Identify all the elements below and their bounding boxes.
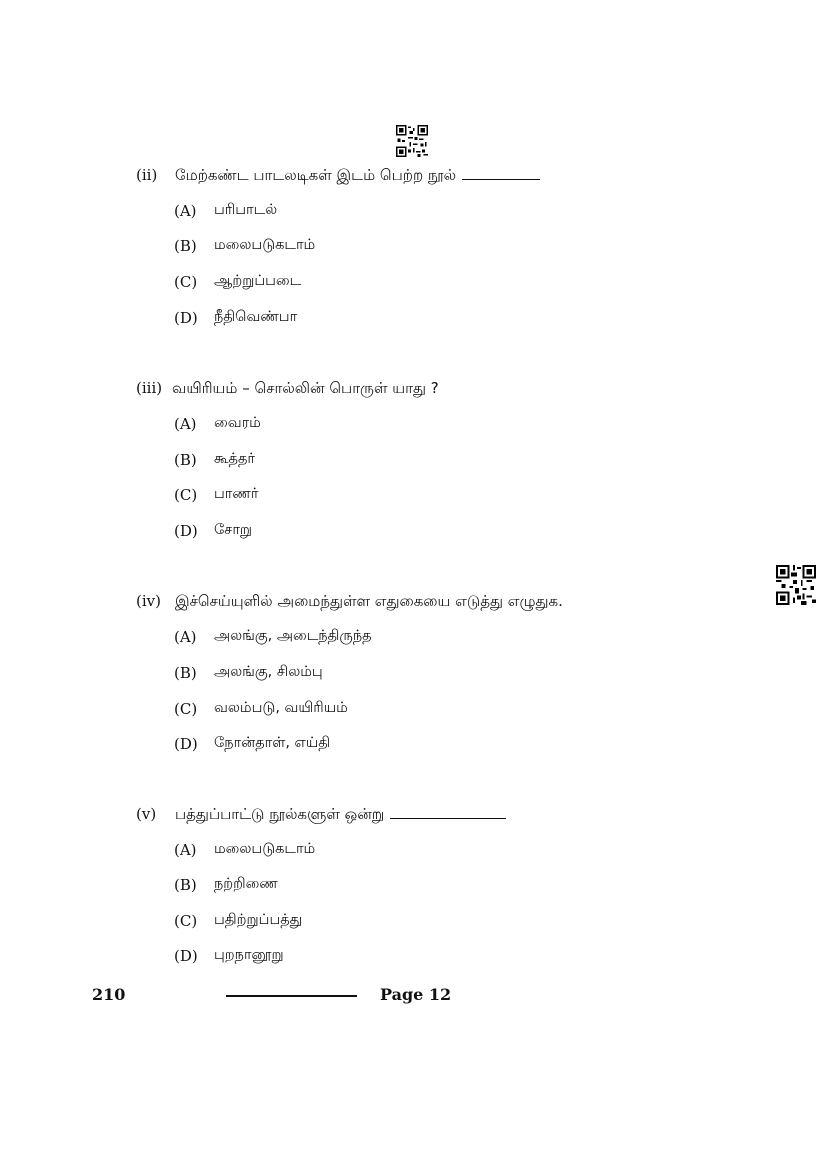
- paper-code: 210: [92, 985, 126, 1004]
- question-text: வயிரியம் – சொல்லின் பொருள் யாது ?: [172, 379, 439, 397]
- qr-code-icon: [396, 125, 428, 157]
- option-text: நற்றிணை: [214, 876, 278, 892]
- option-c[interactable]: [0, 912, 827, 934]
- question-number: (iii): [136, 379, 163, 397]
- option-text: மலைபடுகடாம்: [214, 841, 316, 857]
- option-a[interactable]: [0, 628, 827, 650]
- question-number: (ii): [136, 166, 158, 184]
- option-c[interactable]: [0, 273, 827, 295]
- option-a[interactable]: [0, 841, 827, 863]
- option-text: ஆற்றுப்படை: [214, 273, 302, 289]
- option-d[interactable]: [0, 309, 827, 331]
- option-d[interactable]: [0, 947, 827, 969]
- option-label: (D): [174, 309, 198, 327]
- option-c[interactable]: [0, 486, 827, 508]
- question-text: [175, 805, 506, 825]
- option-b[interactable]: [0, 237, 827, 259]
- option-text: சோறு: [214, 522, 253, 538]
- qr-code-icon: [776, 565, 816, 605]
- option-text: வைரம்: [214, 415, 261, 431]
- option-c[interactable]: [0, 700, 827, 722]
- option-label: (B): [174, 237, 197, 255]
- option-text: அலங்கு, அடைந்திருந்த: [214, 628, 372, 644]
- option-text: பாணர்: [214, 486, 259, 502]
- option-b[interactable]: [0, 451, 827, 473]
- option-text: புறநானூறு: [214, 947, 284, 963]
- answer-blank: [462, 167, 540, 180]
- question-text-content: பத்துப்பாட்டு நூல்களுள் ஒன்று: [175, 805, 385, 823]
- option-text: பதிற்றுப்பத்து: [214, 912, 303, 928]
- option-text: மலைபடுகடாம்: [214, 237, 316, 253]
- option-text: பரிபாடல்: [214, 202, 278, 218]
- question-text: இச்செய்யுளில் அமைந்துள்ள எதுகையை எடுத்து எழுதுக.: [175, 592, 563, 610]
- option-a[interactable]: [0, 415, 827, 437]
- option-text: வலம்படு, வயிரியம்: [214, 700, 348, 716]
- option-label: (B): [174, 876, 197, 894]
- option-label: (A): [174, 415, 197, 433]
- option-label: (C): [174, 912, 198, 930]
- option-label: (D): [174, 947, 198, 965]
- question-number: (iv): [136, 592, 161, 610]
- answer-blank: [390, 806, 506, 819]
- option-b[interactable]: [0, 876, 827, 898]
- option-text: கூத்தர்: [214, 451, 256, 467]
- option-label: (D): [174, 735, 198, 753]
- question-text: [175, 166, 540, 186]
- option-label: (B): [174, 664, 197, 682]
- option-label: (D): [174, 522, 198, 540]
- option-label: (A): [174, 628, 197, 646]
- question-text-content: மேற்கண்ட பாடலடிகள் இடம் பெற்ற நூல்: [175, 166, 457, 184]
- option-label: (C): [174, 486, 198, 504]
- question-number: (v): [136, 805, 157, 823]
- option-a[interactable]: [0, 202, 827, 224]
- option-text: நீதிவெண்பா: [214, 309, 298, 325]
- option-label: (B): [174, 451, 197, 469]
- option-label: (C): [174, 700, 198, 718]
- option-d[interactable]: [0, 735, 827, 757]
- footer-divider: [226, 995, 357, 997]
- option-b[interactable]: [0, 664, 827, 686]
- option-d[interactable]: [0, 522, 827, 544]
- option-label: (C): [174, 273, 198, 291]
- option-text: அலங்கு, சிலம்பு: [214, 664, 323, 680]
- page-number: Page 12: [380, 985, 452, 1004]
- option-text: நோன்தாள், எய்தி: [214, 735, 331, 751]
- option-label: (A): [174, 202, 197, 220]
- option-label: (A): [174, 841, 197, 859]
